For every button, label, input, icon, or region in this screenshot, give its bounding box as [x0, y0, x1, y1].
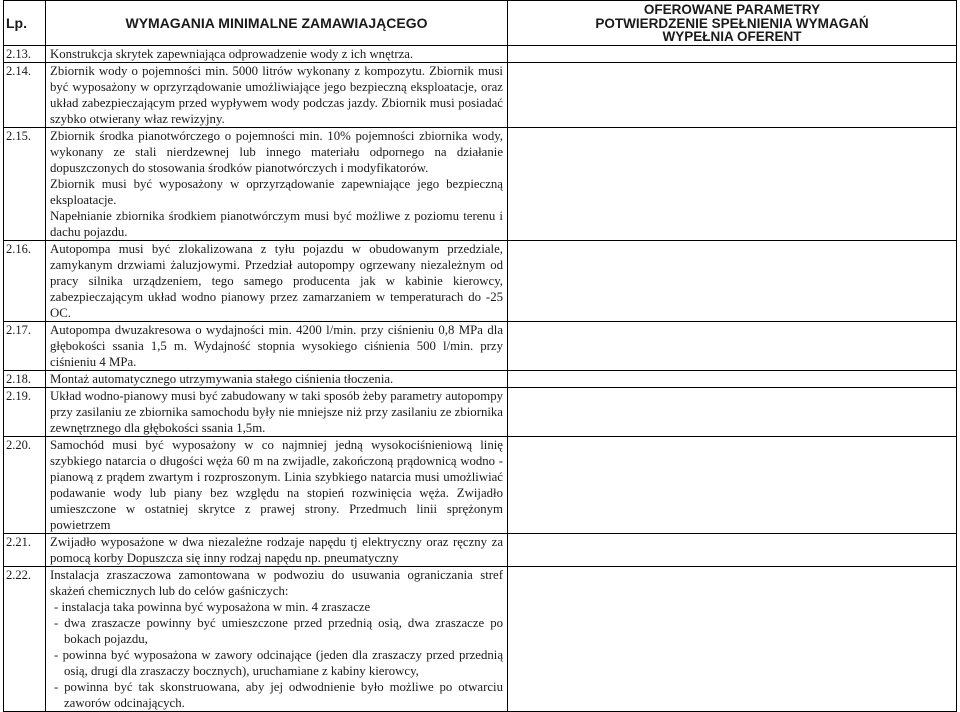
- row-number: 2.14.: [4, 63, 46, 128]
- table-row: [4, 567, 957, 712]
- offered-parameters-cell[interactable]: [508, 241, 957, 322]
- offered-parameters-cell[interactable]: [508, 437, 957, 534]
- offered-parameters-cell[interactable]: [508, 388, 957, 437]
- table-row: [4, 63, 957, 128]
- table-row: [4, 322, 957, 371]
- requirement-cell: [46, 534, 508, 567]
- requirement-paragraph: Autopompa dwuzakresowa o wydajności min. 4200 l/min. przy ciśnieniu 0,8 MPa dla głębokości ssania 1,5 m. Wydajność stopnia wysokiego ciśnienia 500 l/min. przy ciśnieniu 4 MPa.: [50, 323, 503, 369]
- requirement-paragraph: Autopompa musi być zlokalizowana z tyłu pojazdu w obudowanym przedziale, zamykanym drzwiami żaluzjowymi. Przedział autopompy ogrzewany niezależnym od pracy silnika urządzeniem, tego samego producenta jak w kabinie kierowcy, zabezpieczającym układ wodno pianowy przez zamarzaniem w temperaturach do -25 OC.: [50, 242, 503, 320]
- row-number: 2.21.: [4, 534, 46, 567]
- requirement-bullet: - powinna być tak skonstruowana, aby jej odwodnienie było możliwe po otwarciu zaworów odcinających.: [54, 680, 503, 710]
- row-number: 2.13.: [4, 46, 46, 63]
- row-number: 2.15.: [4, 128, 46, 241]
- offered-parameters-cell[interactable]: [508, 322, 957, 371]
- offered-parameters-cell[interactable]: [508, 46, 957, 63]
- requirement-cell: [46, 371, 508, 388]
- requirement-bullet: - powinna być wyposażona w zawory odcinające (jeden dla zraszaczy przed przednią osią, drugi dla zraszaczy bocznych), uruchamiane z kabiny kierowcy,: [54, 648, 503, 678]
- requirement-cell: [46, 241, 508, 322]
- requirement-cell: [46, 128, 508, 241]
- table-row: [4, 437, 957, 534]
- requirement-cell: [46, 63, 508, 128]
- rows-body: [4, 46, 957, 712]
- header-requirement: WYMAGANIA MINIMALNE ZAMAWIAJĄCEGO: [46, 1, 508, 46]
- requirement-cell: [46, 437, 508, 534]
- row-number: 2.20.: [4, 437, 46, 534]
- table-row: [4, 534, 957, 567]
- requirement-paragraph: Konstrukcja skrytek zapewniająca odprowadzenie wody z ich wnętrza.: [50, 47, 414, 61]
- table-row: [4, 128, 957, 241]
- offered-parameters-cell[interactable]: [508, 63, 957, 128]
- header-offered: [508, 1, 957, 46]
- requirement-paragraph: Zwijadło wyposażone w dwa niezależne rodzaje napędu tj elektryczny oraz ręczny za pomocą korby Dopuszcza się inny rodzaj napędu np. pneumatyczny: [50, 535, 503, 565]
- offered-parameters-cell[interactable]: [508, 567, 957, 712]
- requirement-paragraph: Napełnianie zbiornika środkiem pianotwórczym musi być możliwe z poziomu terenu i dachu pojazdu.: [50, 209, 503, 239]
- table-row: [4, 388, 957, 437]
- offered-parameters-cell[interactable]: [508, 534, 957, 567]
- row-number: 2.16.: [4, 241, 46, 322]
- requirements-table: [3, 0, 957, 712]
- requirement-paragraph: Układ wodno-pianowy musi być zabudowany w taki sposób żeby parametry autopompy przy zasilaniu ze zbiornika samochodu były nie mniejsze niż przy zasilaniu ze zbiornika zewnętrznego dla głębokości ssania 1,5m.: [50, 389, 503, 435]
- requirement-paragraph: Zbiornik musi być wyposażony w oprzyrządowanie zapewniające jego bezpieczną eksploatacje.: [50, 177, 503, 207]
- requirement-paragraph: Samochód musi być wyposażony w co najmniej jedną wysokociśnieniową linię szybkiego natarcia o długości węża 60 m na zwijadle, zakończoną prądownicą wodno - pianową z prądem zwartym i rozproszonym. Linia szybkiego natarcia musi umożliwiać podawanie wody lub piany bez względu na stopień rozwinięcia węża. Zwijadło umieszczone w ostatniej skrytce z prawej strony. Przedmuch linii sprężonym powietrzem: [50, 438, 503, 532]
- requirement-paragraph: Instalacja zraszaczowa zamontowana w podwoziu do usuwania ograniczania stref skażeń chemicznych lub do celów gaśniczych:: [50, 568, 503, 598]
- requirement-bullet: - instalacja taka powinna być wyposażona w min. 4 zraszacze: [54, 600, 371, 614]
- offered-parameters-cell[interactable]: [508, 128, 957, 241]
- requirement-cell: [46, 567, 508, 712]
- header-offered-line-2: POTWIERDZENIE SPEŁNIENIA WYMAGAŃ: [595, 15, 869, 31]
- offered-parameters-cell[interactable]: [508, 371, 957, 388]
- requirement-paragraph: Montaż automatycznego utrzymywania stałego ciśnienia tłoczenia.: [50, 372, 394, 386]
- requirement-cell: [46, 388, 508, 437]
- requirement-paragraph: Zbiornik środka pianotwórczego o pojemności min. 10% pojemności zbiornika wody, wykonany ze stali nierdzewnej lub innego materiału odpornego na działanie dopuszczonych do stosowania środków pianotwórczych i modyfikatorów.: [50, 129, 503, 175]
- row-number: 2.22.: [4, 567, 46, 712]
- requirement-cell: [46, 46, 508, 63]
- header-offered-line-3: WYPEŁNIA OFERENT: [662, 29, 802, 45]
- table-row: [4, 371, 957, 388]
- requirement-cell: [46, 322, 508, 371]
- requirement-paragraph: Zbiornik wody o pojemności min. 5000 litrów wykonany z kompozytu. Zbiornik musi być wyposażony w oprzyrządowanie umożliwiające jego bezpieczną eksploatacje, oraz układ zabezpieczającym przed wypływem wody podczas jazdy. Zbiornik musi posiadać szybko otwierany właz rewizyjny.: [50, 64, 503, 126]
- header-lp: Lp.: [4, 1, 46, 46]
- requirement-bullet: - dwa zraszacze powinny być umieszczone przed przednią osią, dwa zraszacze po bokach pojazdu,: [54, 616, 503, 646]
- table-row: [4, 46, 957, 63]
- row-number: 2.18.: [4, 371, 46, 388]
- header-row: [4, 1, 957, 46]
- row-number: 2.17.: [4, 322, 46, 371]
- table-row: [4, 241, 957, 322]
- row-number: 2.19.: [4, 388, 46, 437]
- header-offered-line-1: OFEROWANE PARAMETRY: [643, 2, 821, 18]
